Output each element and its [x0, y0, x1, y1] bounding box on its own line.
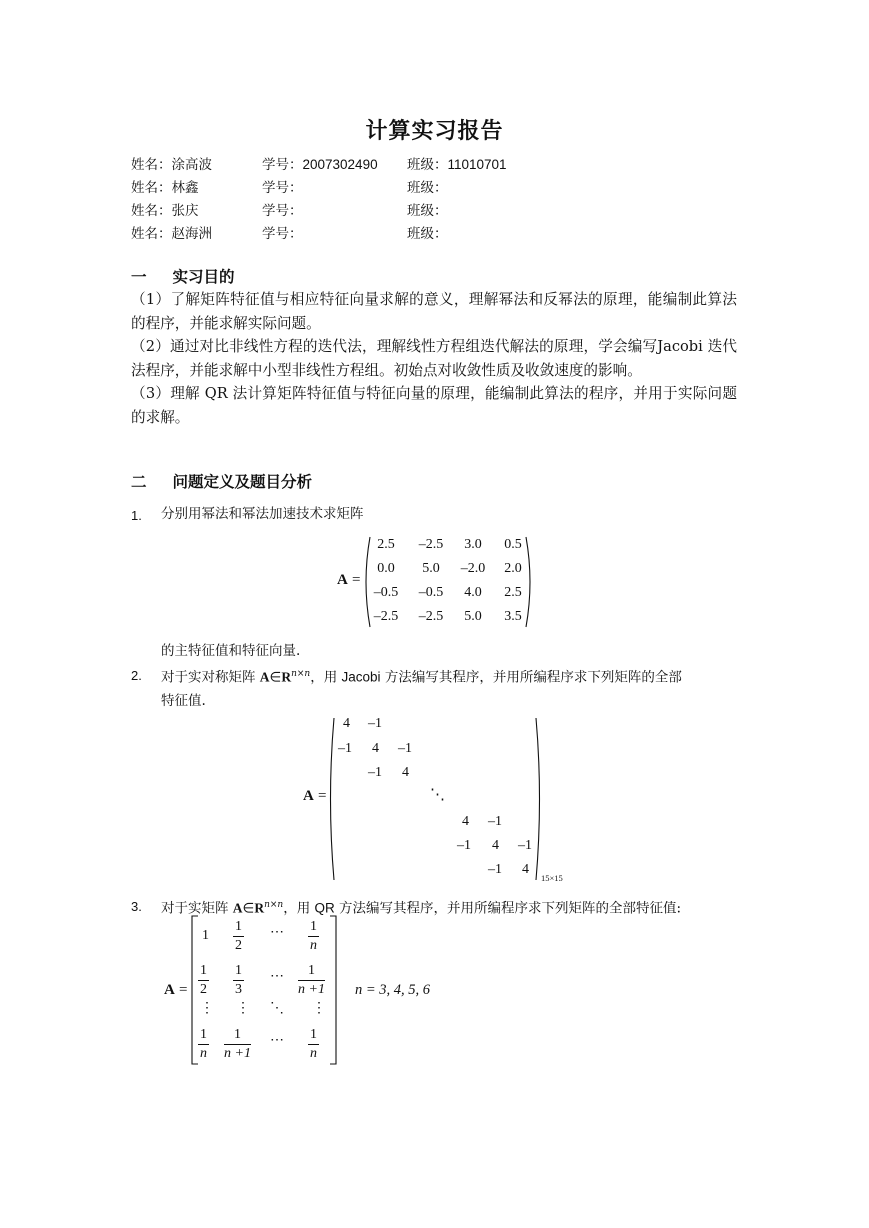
- matrix-entry: 0.0: [377, 561, 395, 576]
- member-class: 班级：: [407, 226, 448, 242]
- equals-sign: =: [352, 572, 361, 588]
- cdots: ⋯: [270, 969, 284, 984]
- matrix-symbol: A: [337, 572, 348, 588]
- matrix-entry: –1: [457, 838, 471, 853]
- objective-item: （1）了解矩阵特征值与相应特征向量求解的意义，理解幂法和反幂法的原理，能编制此算法的程序，并能求解实际问题。: [131, 291, 737, 332]
- matrix-entry: –2.5: [418, 609, 444, 624]
- member-name: 姓名：林鑫: [131, 180, 199, 196]
- matrix-entry: –0.5: [373, 585, 399, 600]
- matrix-entry: –1: [398, 741, 412, 756]
- cdots: ⋯: [270, 925, 284, 940]
- problem-number: 2.: [131, 668, 142, 683]
- section-title: 问题定义及题目分析: [172, 473, 313, 491]
- section-number: 二: [131, 473, 147, 491]
- matrix-entry: –1: [368, 716, 382, 731]
- equals-sign: =: [318, 788, 327, 804]
- matrix-entry: 2.5: [504, 585, 522, 600]
- objective-item: （3）理解 QR 法计算矩阵特征值与特征向量的原理，能编制此算法的程序，并用于实际问题的求解。: [131, 385, 737, 426]
- matrix-fraction: $\frac{1}{n +1}$: [224, 1027, 251, 1061]
- member-id: 学号：: [262, 203, 303, 219]
- matrix-entry: –1: [488, 862, 502, 877]
- section-number: 一: [131, 268, 147, 286]
- matrix-entry: 4: [343, 716, 350, 731]
- equals-sign: =: [179, 982, 188, 998]
- cdots: ⋯: [270, 1033, 284, 1048]
- matrix-fraction: $\frac{1}{2}$: [200, 963, 207, 997]
- page-title: 计算实习报告: [365, 119, 504, 144]
- matrix-entry: 1: [202, 928, 209, 943]
- matrix-entry: 3.5: [504, 609, 522, 624]
- problem-text: 对于实对称矩阵 $A\in R^{n\times n}$，用 Jacobi 方法编写其程序，并用所编程序求下列矩阵的全部 特征值.: [161, 669, 682, 709]
- problem-number: 1.: [131, 508, 142, 523]
- matrix-fraction: $\frac{1}{n}$: [310, 919, 317, 953]
- matrix-entry: 5.0: [422, 561, 440, 576]
- matrix-entry: 5.0: [464, 609, 482, 624]
- matrix-entry: –0.5: [418, 585, 444, 600]
- member-id: 学号：: [262, 226, 303, 242]
- matrix-entry: –1: [488, 814, 502, 829]
- problem-text: 对于实矩阵 $A\in R^{n\times n}$，用 QR 方法编写其程序，并用所编程序求下列矩阵的全部特征值:: [161, 900, 682, 917]
- member-name: 姓名：赵海洲: [131, 226, 212, 242]
- ddots: ⋱: [270, 1001, 284, 1016]
- vdots: ⋮: [200, 1001, 214, 1016]
- n-values: n = 3, 4, 5, 6: [355, 982, 431, 998]
- matrix-entry: 4: [522, 862, 529, 877]
- matrix-entry: 4: [402, 765, 409, 780]
- matrix-entry: 3.0: [464, 537, 482, 552]
- member-class: 班级：11010701: [407, 157, 507, 173]
- matrix-entry: 4.0: [464, 585, 482, 600]
- section-heading: [131, 265, 235, 287]
- matrix-entry: 0.5: [504, 537, 522, 552]
- member-class: 班级：: [407, 180, 448, 196]
- matrix-entry: 4: [492, 838, 499, 853]
- objectives: [131, 288, 737, 429]
- matrix-entry: –2.0: [460, 561, 486, 576]
- matrix-fraction: $\frac{1}{n}$: [200, 1027, 207, 1061]
- vdots: ⋮: [312, 1001, 326, 1016]
- matrix-fraction: $\frac{1}{2}$: [235, 919, 242, 953]
- matrix-entry: –1: [338, 741, 352, 756]
- member-name: 姓名：张庆: [131, 203, 199, 219]
- problem-text: 分别用幂法和幂法加速技术求矩阵: [161, 506, 364, 522]
- problem-number: 3.: [131, 899, 142, 914]
- matrix-entry: 2.0: [504, 561, 522, 576]
- matrix-symbol: A: [164, 982, 175, 998]
- matrix-entry: 2.5: [377, 537, 395, 552]
- member-id: 学号：2007302490: [262, 157, 378, 173]
- matrix-entry: –1: [518, 838, 532, 853]
- member-name: 姓名：涂高波: [131, 157, 212, 173]
- vdots: ⋮: [236, 1001, 250, 1016]
- problem-text: 的主特征值和特征向量.: [161, 643, 301, 659]
- matrix-symbol: A: [303, 788, 314, 804]
- matrix-entry: 4: [462, 814, 469, 829]
- matrix-entry: 4: [372, 741, 379, 756]
- section-title: 实习目的: [172, 268, 235, 286]
- matrix-size: 15×15: [541, 873, 563, 883]
- member-class: 班级：: [407, 203, 448, 219]
- member-id: 学号：: [262, 180, 303, 196]
- section-heading: [131, 470, 312, 492]
- matrix-entry: –2.5: [418, 537, 444, 552]
- matrix-fraction: $\frac{1}{3}$: [235, 963, 242, 997]
- objective-item: （2）通过对比非线性方程的迭代法，理解线性方程组迭代解法的原理，学会编写Jacobi 迭代法程序，并能求解中小型非线性方程组。初始点对收敛性质及收敛速度的影响。: [131, 338, 737, 379]
- matrix-fraction: $\frac{1}{n}$: [310, 1027, 317, 1061]
- matrix-entry: –2.5: [373, 609, 399, 624]
- ddots: ⋱: [430, 787, 445, 803]
- matrix-entry: –1: [368, 765, 382, 780]
- matrix-fraction: $\frac{1}{n +1}$: [298, 963, 325, 997]
